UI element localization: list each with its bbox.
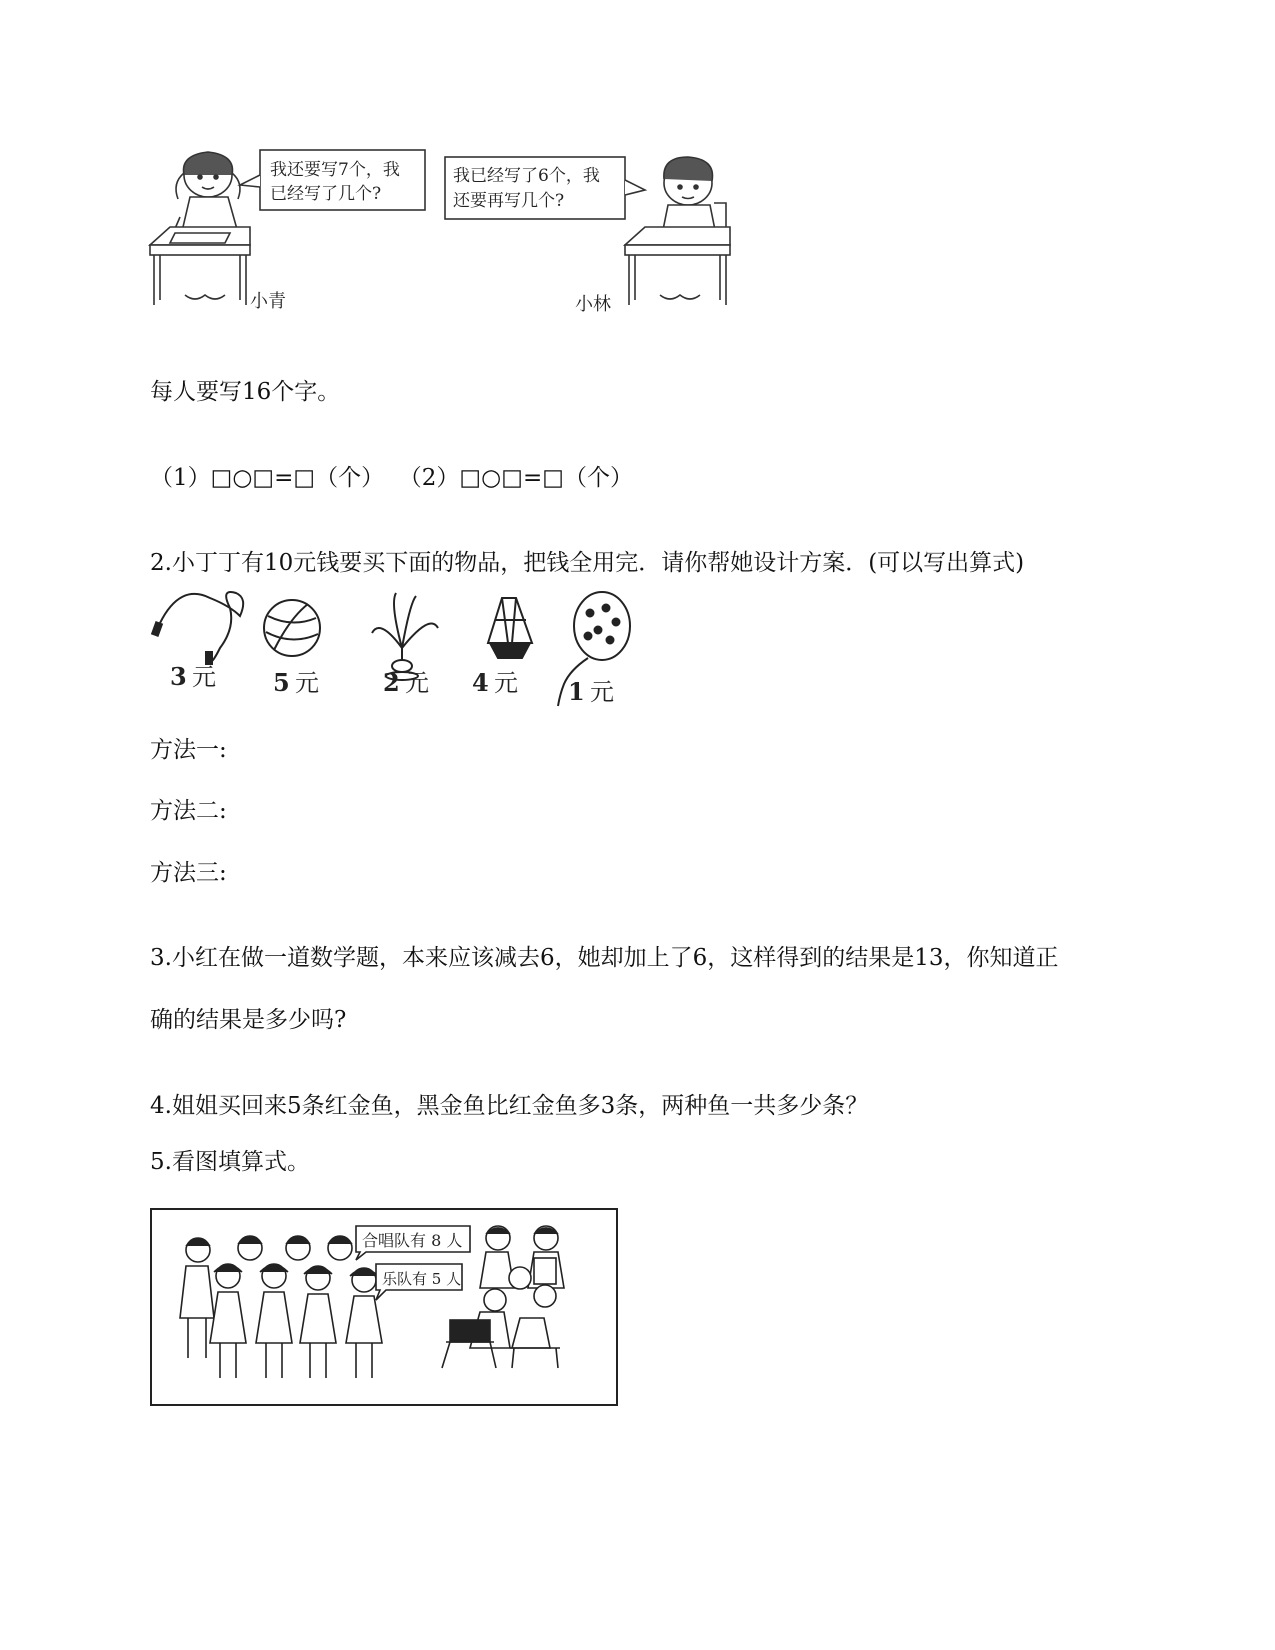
girl-desk xyxy=(150,227,250,305)
shuttlecock-toy-price: 2 xyxy=(383,668,400,697)
q2-question: 2.小丁丁有10元钱要买下面的物品，把钱全用完．请你帮她设计方案．(可以写出算式) xyxy=(150,550,1025,576)
q2-items-figure xyxy=(140,588,650,713)
q1-answer-blanks: （1）□○□=□（个） （2）□○□=□（个） xyxy=(150,465,633,491)
ball-unit: 元 xyxy=(295,669,319,697)
boy-desk xyxy=(625,227,730,305)
q3-line-2: 确的结果是多少吗? xyxy=(150,1007,347,1033)
ball-price: 5 xyxy=(273,668,290,697)
jump-rope-icon xyxy=(152,592,243,664)
girl-name-label: 小青 xyxy=(250,291,286,312)
choir-count-label: 合唱队有 8 人 xyxy=(362,1231,463,1250)
q2-method-1: 方法一: xyxy=(150,737,227,763)
girl-bubble-line1: 我还要写7个，我 xyxy=(270,160,400,180)
q2-method-3: 方法三: xyxy=(150,860,227,886)
balloon-price: 1 xyxy=(568,677,585,706)
badminton-price: 4 xyxy=(472,668,489,697)
balloon-unit: 元 xyxy=(590,678,614,706)
jump-rope-price: 3 xyxy=(170,662,187,691)
boy-bubble-line2: 还要再写几个? xyxy=(453,191,565,211)
q5-question: 5.看图填算式。 xyxy=(150,1149,310,1175)
q1-statement: 每人要写16个字。 xyxy=(150,379,341,405)
badminton-shuttlecock-icon xyxy=(488,598,532,658)
shuttlecock-toy-icon xyxy=(372,593,438,680)
boy-bubble-line1: 我已经写了6个，我 xyxy=(453,166,600,186)
q4-question: 4.姐姐买回来5条红金鱼，黑金鱼比红金鱼多3条，两种鱼一共多少条？ xyxy=(150,1093,869,1119)
ball-icon xyxy=(264,600,320,656)
girl-bubble-line2: 已经写了几个? xyxy=(270,184,382,204)
shuttlecock-toy-unit: 元 xyxy=(405,669,429,697)
jump-rope-unit: 元 xyxy=(192,663,216,691)
q3-line-1: 3.小红在做一道数学题，本来应该减去6，她却加上了6，这样得到的结果是13，你知道正 xyxy=(150,945,1059,971)
choir-band-figure xyxy=(150,1208,620,1408)
band-count-label: 乐队有 5 人 xyxy=(382,1270,462,1288)
badminton-unit: 元 xyxy=(494,669,518,697)
figure-writing-students xyxy=(140,145,740,330)
boy-name-label: 小林 xyxy=(575,294,611,315)
q2-method-2: 方法二: xyxy=(150,798,227,824)
